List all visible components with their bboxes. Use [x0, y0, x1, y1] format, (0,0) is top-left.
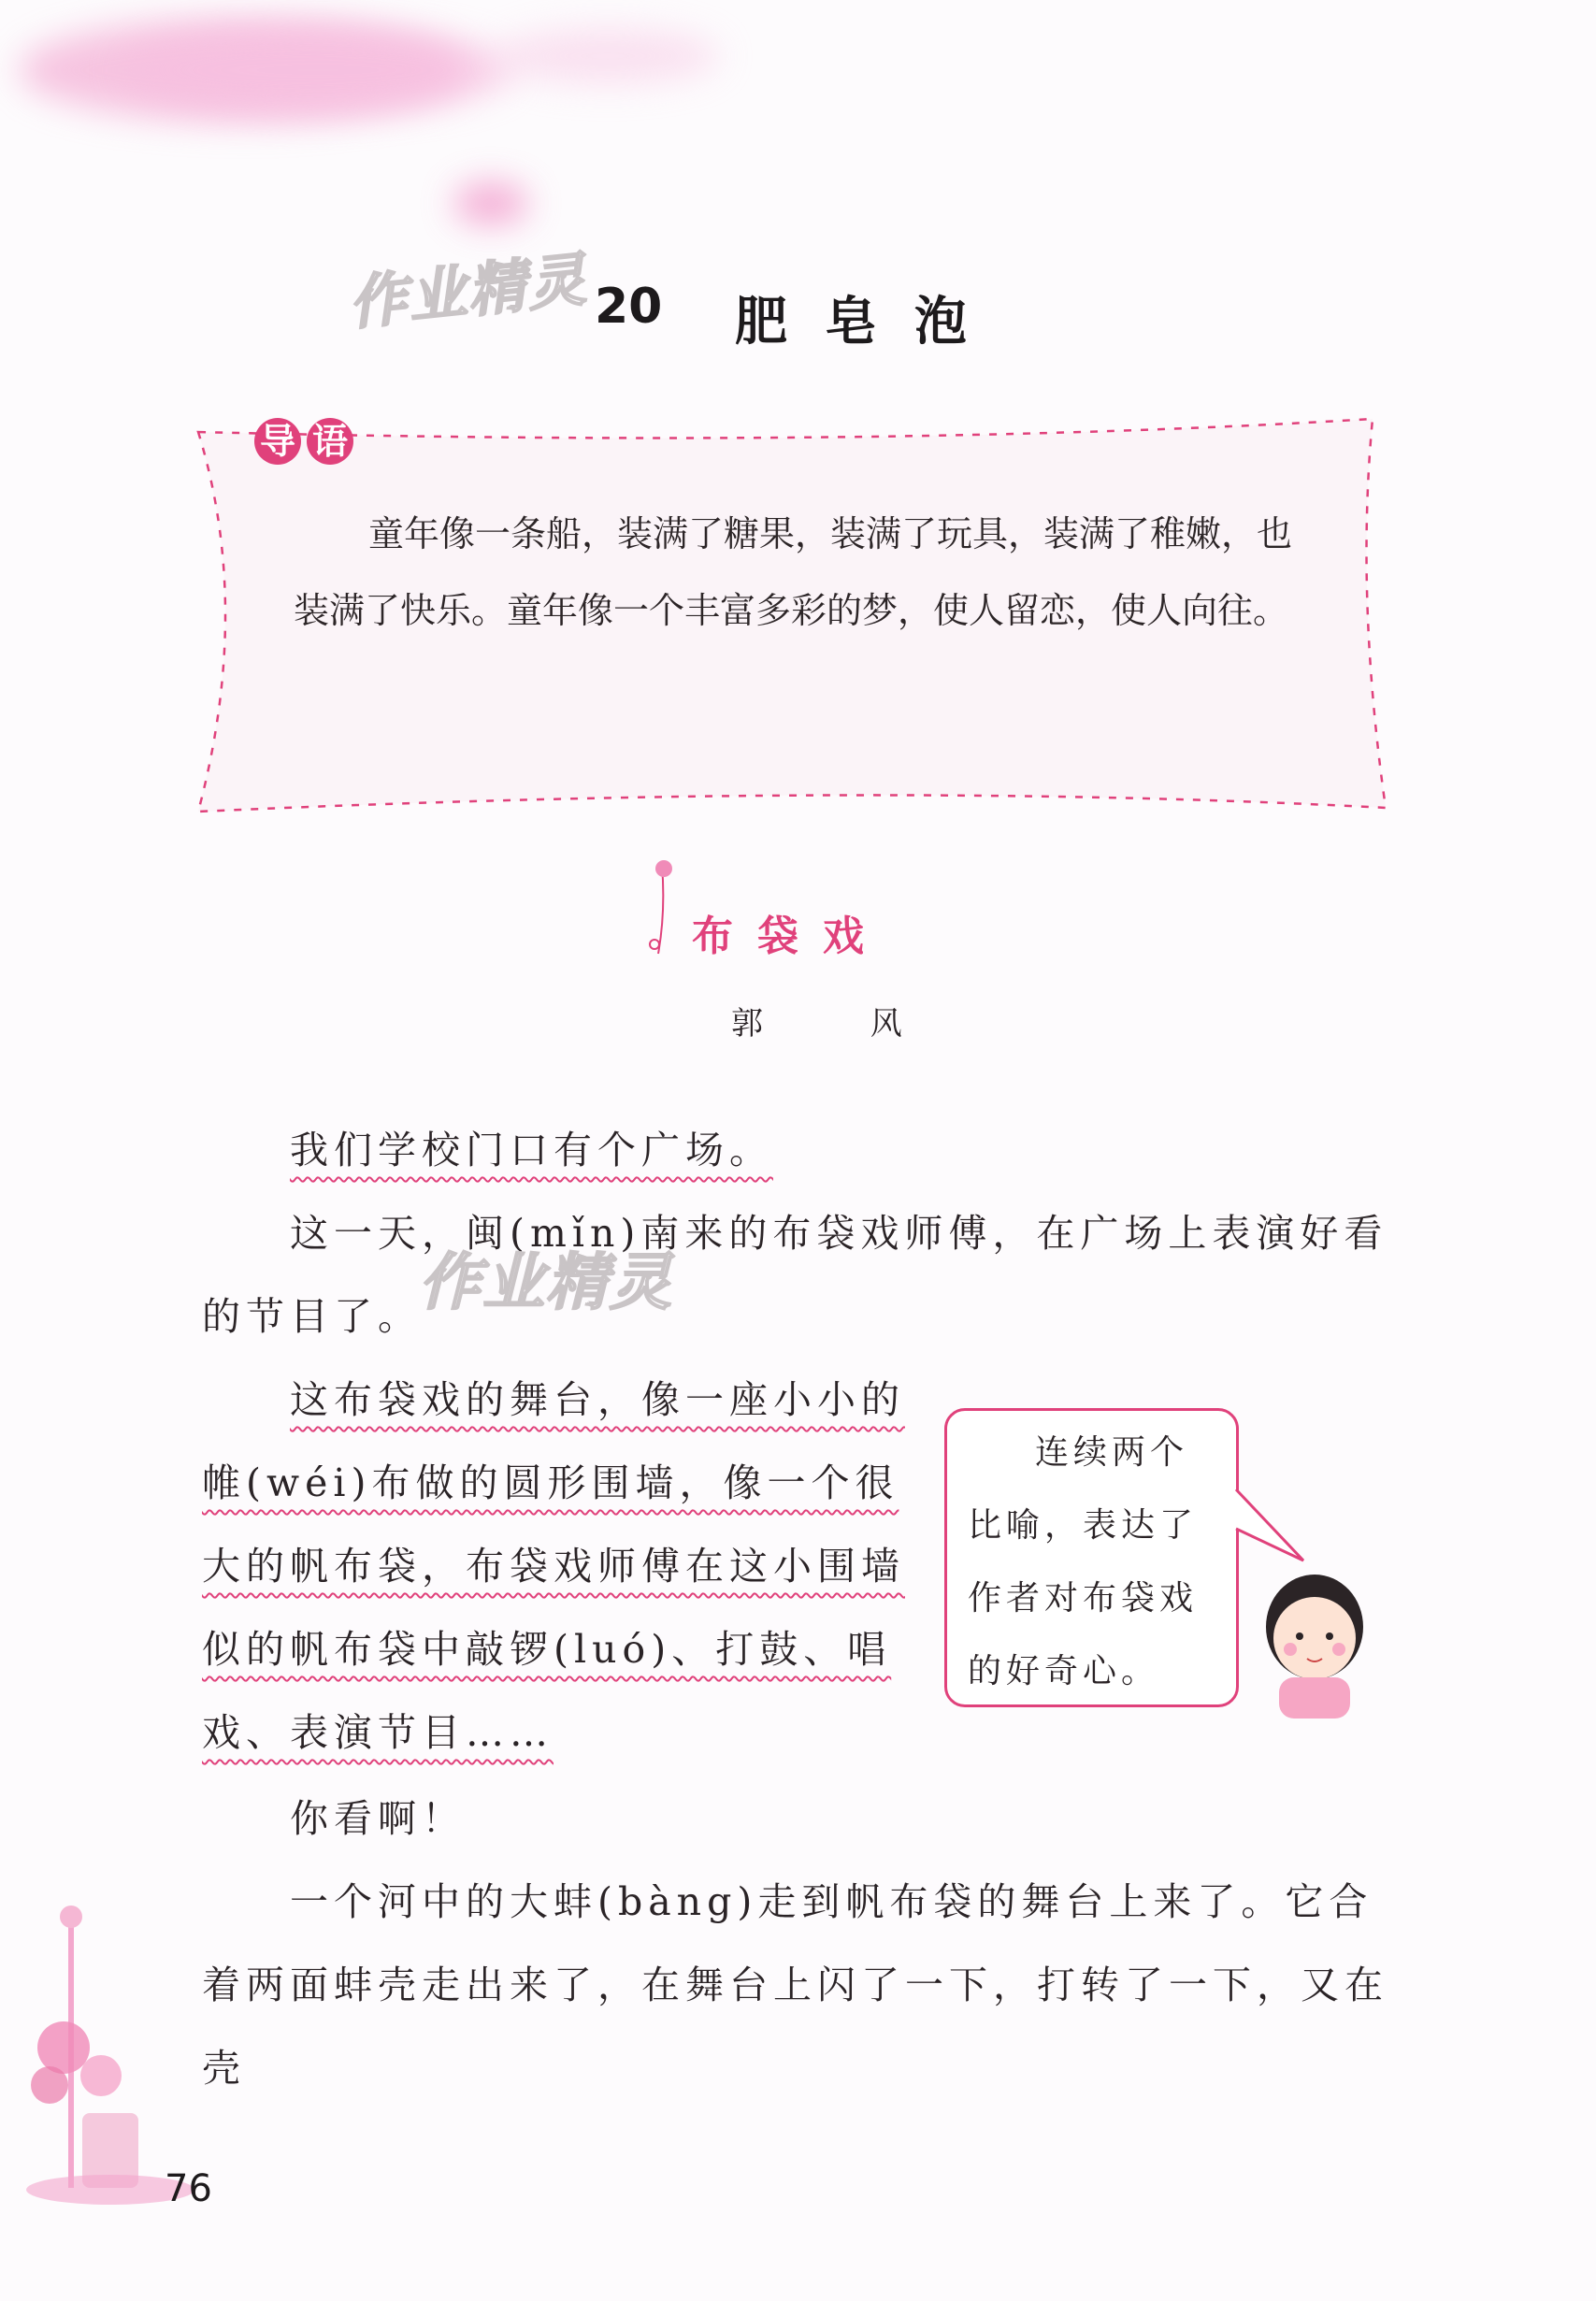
p2-text: 这一天，闽(mǐn)南来的布袋戏师傅，在广场上表演好看的节目了。 [202, 1211, 1388, 1339]
p5-text: 一个河中的大蚌(bàng)走到帆布袋的舞台上来了。它合着两面蚌壳走出来了，在舞台上闪了一下，打转了一下，又在壳 [202, 1879, 1388, 2091]
article-title: 布袋戏 [692, 913, 888, 960]
pink-decor-dot [453, 182, 528, 224]
flower-decor [645, 856, 673, 958]
page-number: 76 [165, 2167, 212, 2210]
lesson-number: 20 [595, 279, 663, 335]
paragraph-5 [202, 1861, 1389, 2110]
p3-text: 这布袋戏的舞台，像一座小小的帷(wéi)布做的圆形围墙，像一个很大的帆布袋，布袋戏师傅在这小围墙似的帆布袋中敲锣(luó)、打鼓、唱戏、表演节目…… [202, 1377, 905, 1755]
intro-text-block [294, 496, 1294, 649]
pink-decor-top-3 [496, 28, 720, 84]
intro-badge-char-2: 语 [307, 418, 353, 465]
pink-decor-top-2 [122, 28, 514, 112]
p1-text: 我们学校门口有个广场。 [290, 1128, 773, 1172]
paragraph-1 [290, 1109, 1393, 1192]
intro-badge-char-1: 导 [254, 418, 301, 465]
lesson-title: 肥皂泡 [735, 292, 1004, 352]
child-illustration [1253, 1561, 1374, 1720]
intro-badge [254, 418, 353, 465]
intro-text: 童年像一条船，装满了糖果，装满了玩具，装满了稚嫩，也装满了快乐。童年像一个丰富多彩的梦，使人留恋，使人向往。 [294, 513, 1293, 631]
lamp-flower-decor [26, 1898, 204, 2207]
article-author: 郭 风 [731, 1005, 951, 1043]
watermark: 作业精灵 [345, 244, 591, 338]
bubble-tail [1234, 1482, 1309, 1566]
paragraph-3 [202, 1359, 913, 1775]
annotation-text: 连续两个比喻，表达了作者对布袋戏的好奇心。 [968, 1433, 1199, 1690]
article-watermark: 作业精灵 [419, 1246, 673, 1318]
annotation-bubble [944, 1408, 1239, 1707]
paragraph-2 [202, 1192, 1389, 1359]
paragraph-4 [202, 1777, 1389, 1861]
p4-text: 你看啊！ [290, 1796, 466, 1841]
